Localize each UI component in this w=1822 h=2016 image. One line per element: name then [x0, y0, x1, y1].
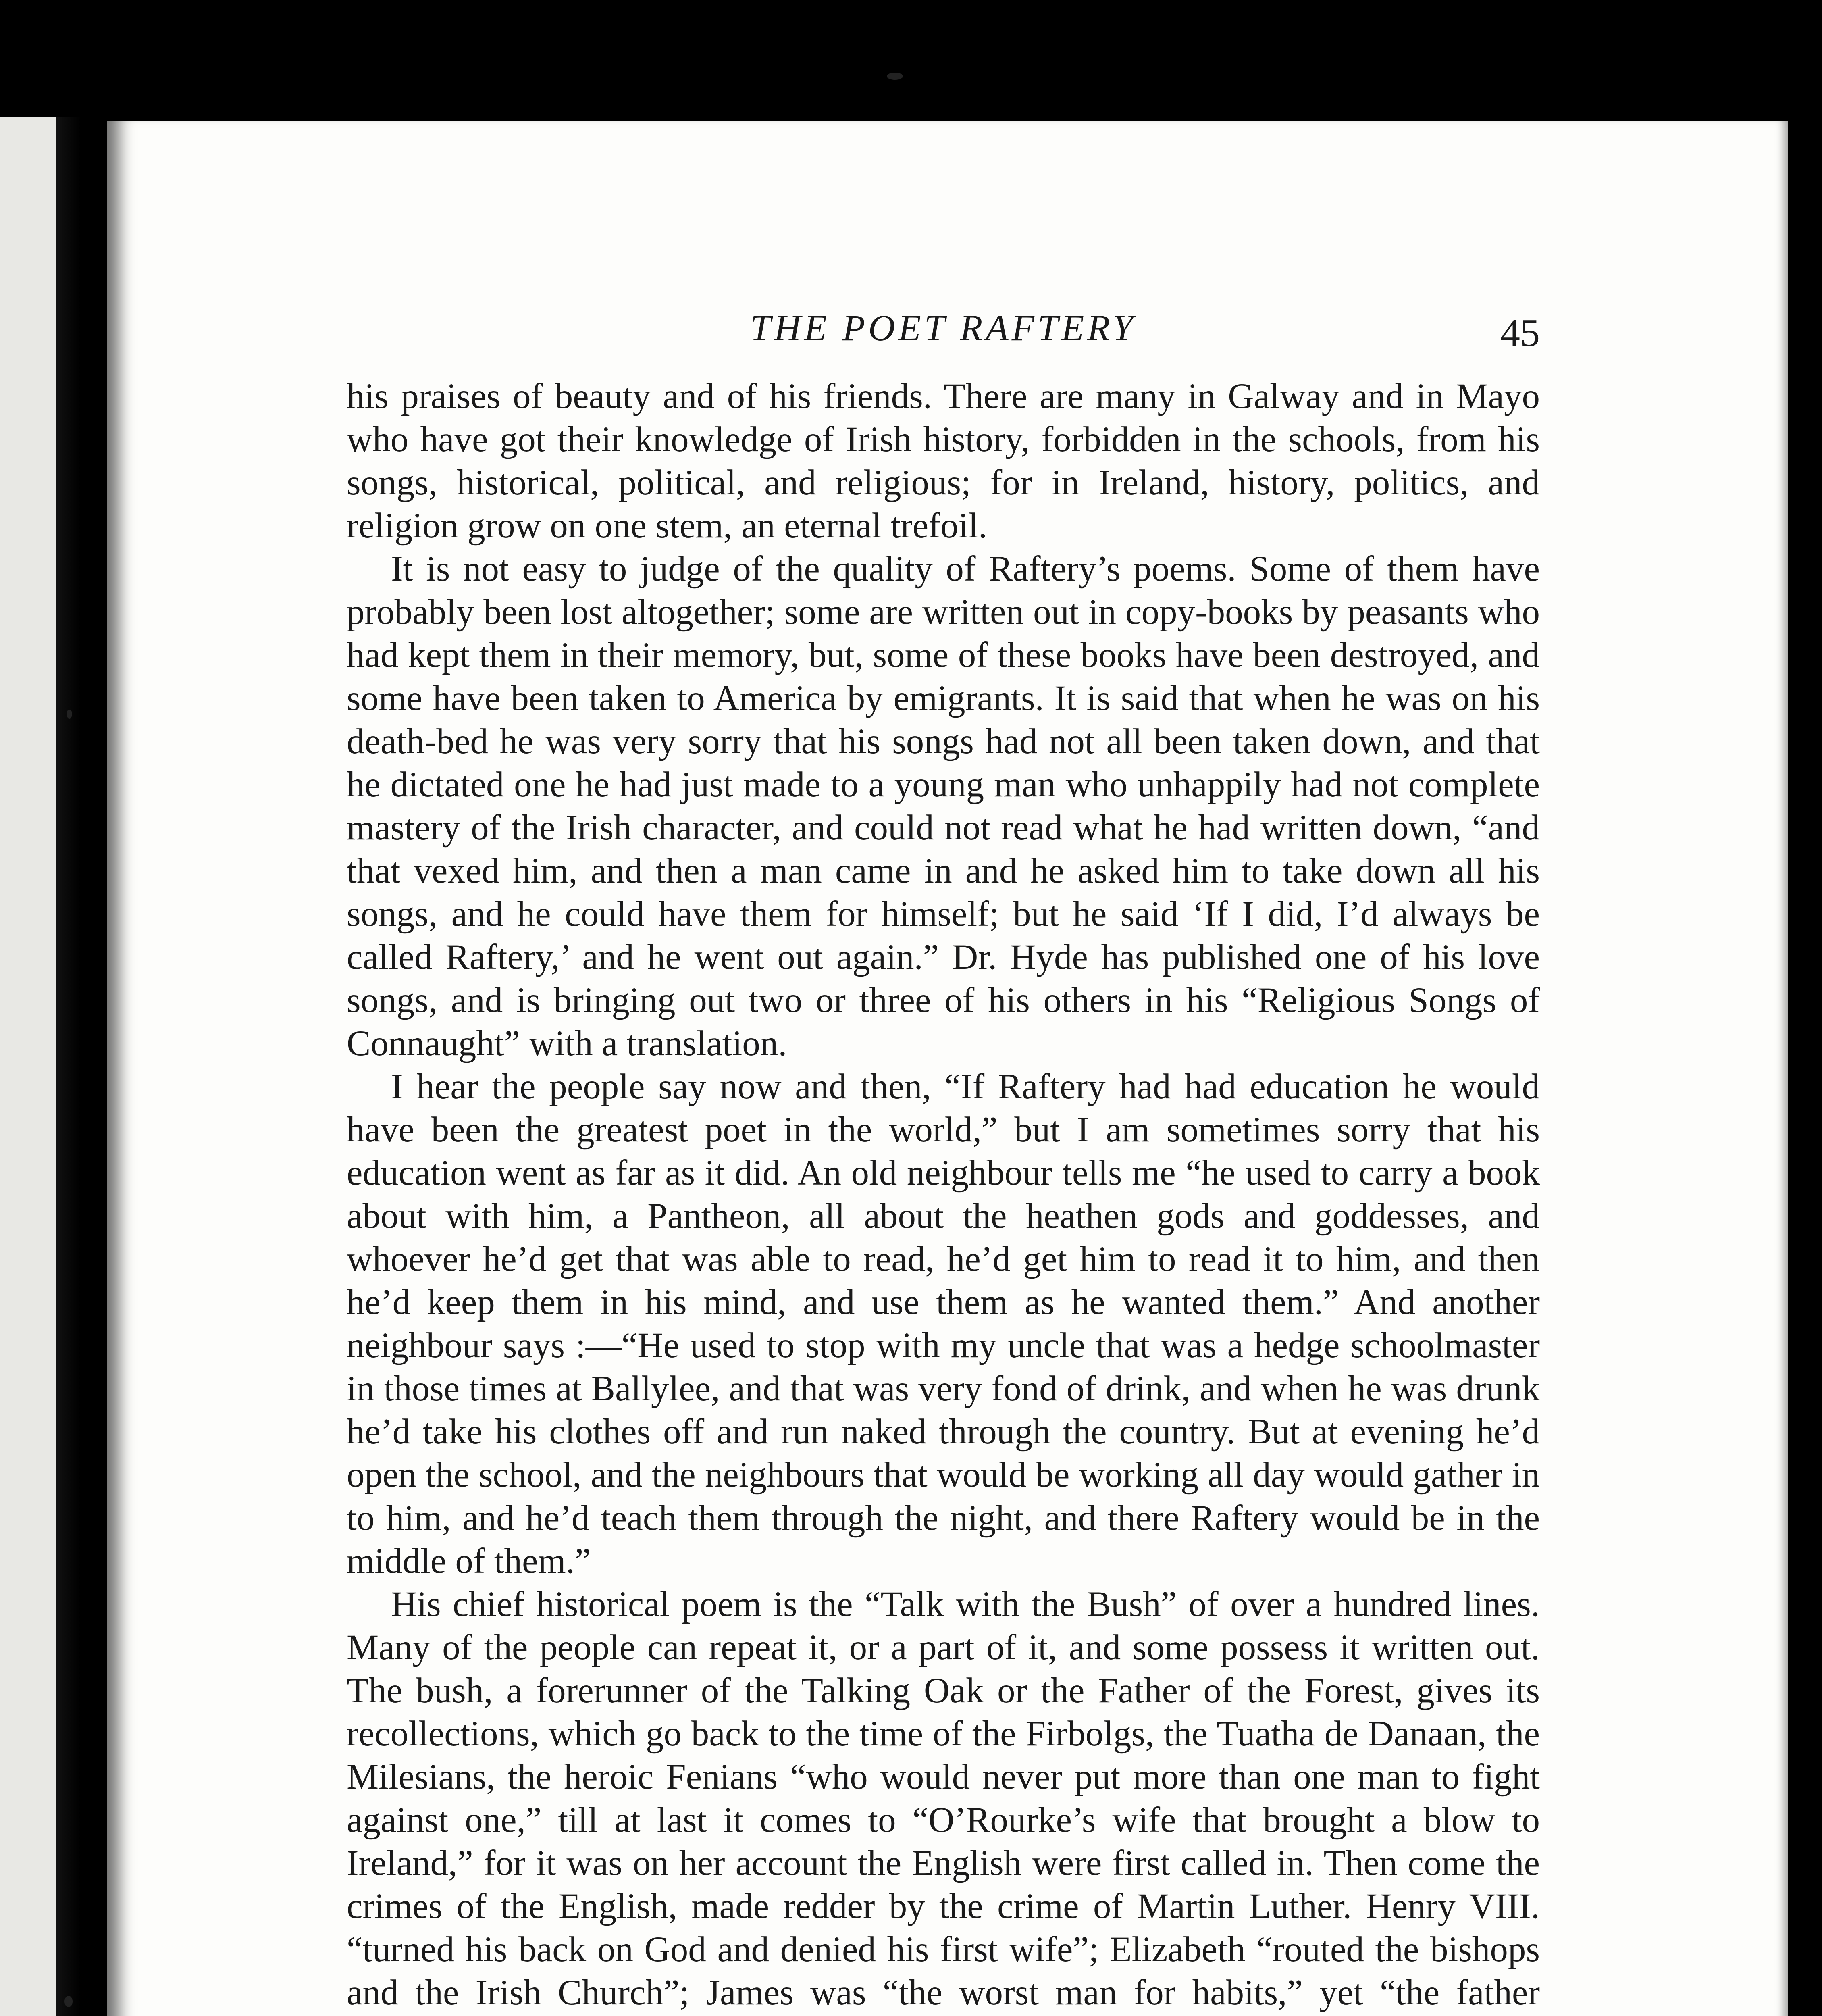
page-number: 45 [1500, 311, 1540, 355]
scan-speck [887, 73, 903, 80]
running-head [347, 306, 1540, 355]
gutter-shadow [56, 117, 81, 2016]
scan-speck [67, 710, 72, 719]
paragraph-4: His chief historical poem is the “Talk with the Bush” of over a hundred lines. Many of the people can repeat it, or a part of it, and some possess it written out. The bush, a forerunner of the Talking Oak or the Father of the Forest, gives its recollections, which go back to the time of the Firbolgs, the Tuatha de Danaan, the Milesians, the heroic Fenians “who would never put more than one man to fight against one,” till at last it comes to “O’Rourke’s wife that brought a blow to Ireland,” for it was on her account the English were first called in. Then come the crimes of the English, made redder by the crime of Martin Luther. Henry VIII. “turned his back on God and denied his first wife”; Elizabeth “routed the bishops and the Irish Church”; James was “the worst man for habits,” yet “the father [347, 1585, 1540, 2012]
body-text [347, 375, 1540, 2016]
paragraph-2: It is not easy to judge of the quality of Raftery’s poems. Some of them have probably been lost altogether; some are written out in copy-books by peasants who had kept them in their memory, but, some of these books have been destroyed, and some have been taken to America by emigrants. It is said that when he was on his death-bed he was very sorry that his songs had not all been taken down, and that he dictated one he had just made to a young man who unhappily had not complete mastery of the Irish character, and could not read what he had written down, “and that vexed him, and then a man came in and he asked him to take down all his songs, and he could have them for himself; but he said ‘If I did, I’d always be called Raftery,’ and he went out again.” Dr. Hyde has published one of his love songs, and is bringing out two or three of his others in his “Religious Songs of Connaught” with a translation. [347, 549, 1540, 1063]
paragraph-3: I hear the people say now and then, “If Raftery had had education he would have been the greatest poet in the world,” but I am sometimes sorry that his education went as far as it did. An old neighbour tells me “he used to carry a book about with him, a Pantheon, all about the heathen gods and goddesses, and whoever he’d get that was able to read, he’d get him to read it to him, and then he’d keep them in his mind, and use them as he wanted them.” And another neighbour says :—“He used to stop with my uncle that was a hedge schoolmaster in those times at Ballylee, and that was very fond of drink, and when he was drunk he’d take his clothes off and run naked through the country. But at evening he’d open the school, and the neighbours that would be working all day would gather in to him, and he’d teach them through the night, and there Raftery would be in the middle of them.” [347, 1067, 1540, 1581]
running-title: THE POET RAFTERY [750, 307, 1136, 348]
paragraph-1: his praises of beauty and of his friends. There are many in Galway and in Mayo who have got their knowledge of Irish history, forbidden in the schools, from his songs, historical, political, and religious; for in Ireland, history, politics, and religion grow on one stem, an eternal trefoil. [347, 377, 1540, 546]
facing-page-edge [0, 117, 56, 2016]
scan-speck [64, 1996, 73, 2007]
